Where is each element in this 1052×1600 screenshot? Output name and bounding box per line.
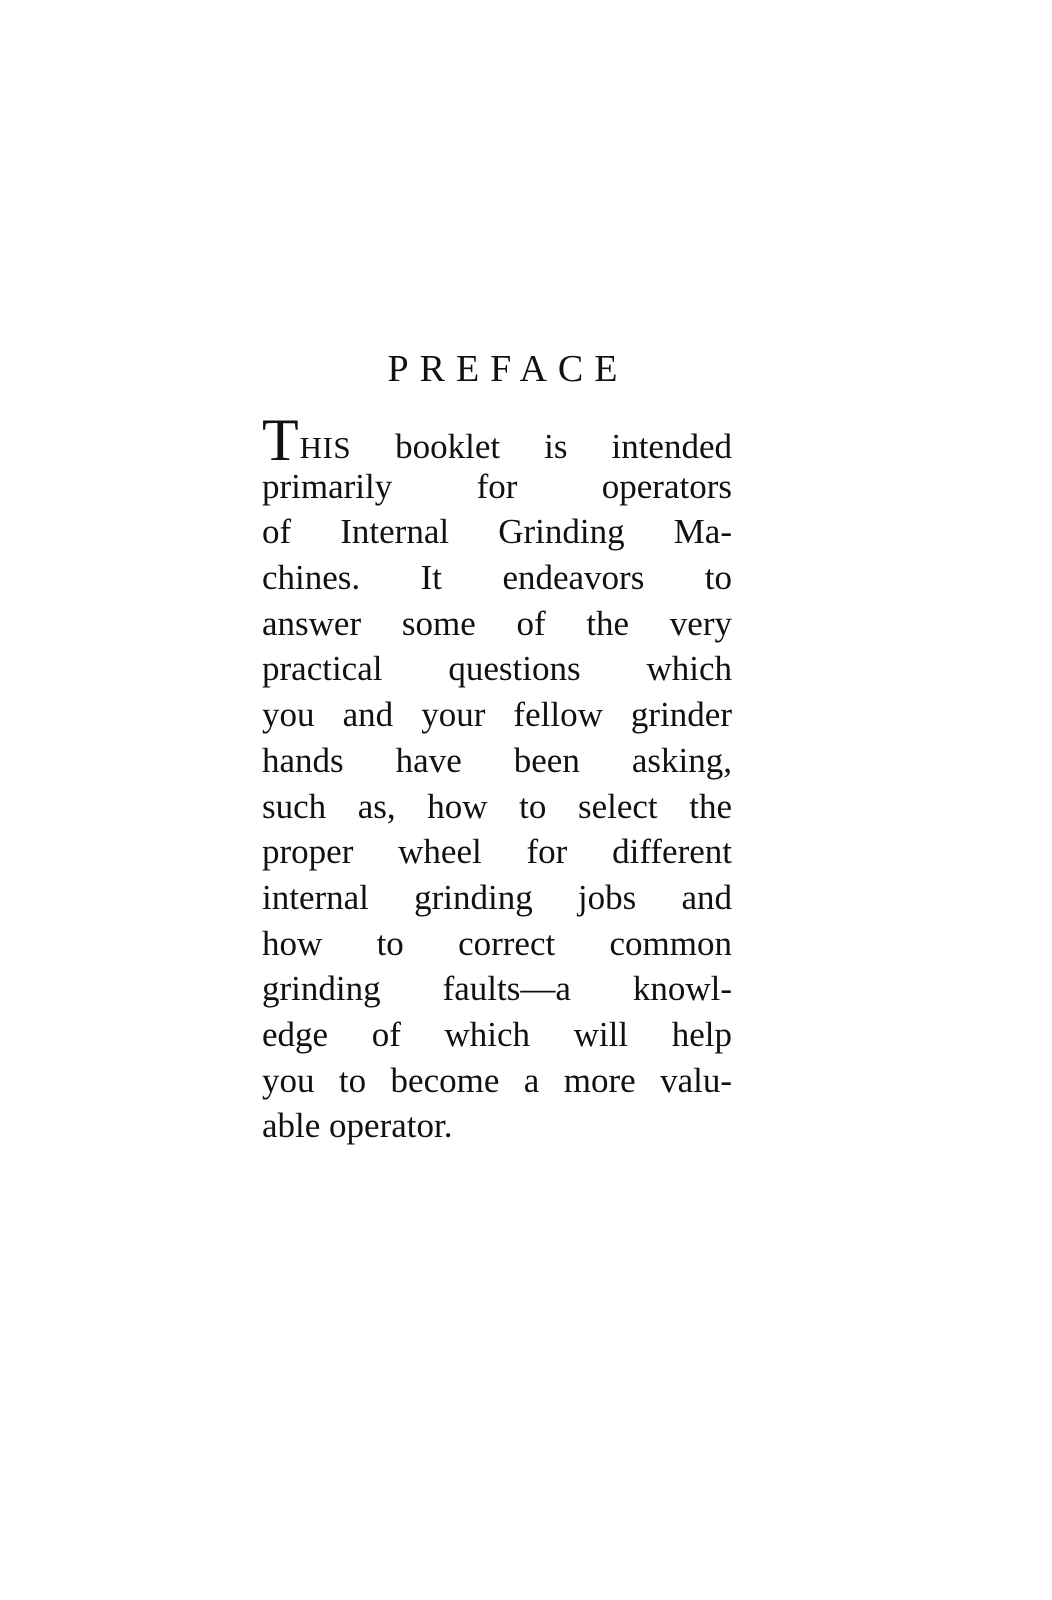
paragraph-line: edge of which will help [262, 1014, 732, 1054]
preface-paragraph [262, 407, 732, 1149]
drop-cap: T [262, 407, 299, 473]
paragraph-line: of Internal Grinding Ma- [262, 512, 732, 552]
first-word-small-caps: HIS [299, 430, 352, 465]
page-title: PREFACE [387, 348, 629, 390]
paragraph-line: able operator. [262, 1106, 453, 1146]
paragraph-line: answer some of the very [262, 603, 732, 643]
paragraph-line: practical questions which [262, 649, 732, 689]
paragraph-line [262, 407, 732, 473]
paragraph-line: hands have been asking, [262, 740, 732, 780]
paragraph-line: how to correct common [262, 923, 732, 963]
paragraph-line: such as, how to select the [262, 786, 732, 826]
paragraph-line: grinding faults—a knowl- [262, 969, 732, 1009]
line-text: booklet is intended [351, 427, 732, 466]
paragraph-line: you and your fellow grinder [262, 695, 732, 735]
paragraph-line: chines. It endeavors to [262, 558, 732, 598]
paragraph-line: proper wheel for different [262, 832, 732, 872]
paragraph-line: internal grinding jobs and [262, 877, 732, 917]
paragraph-line: primarily for operators [262, 466, 732, 506]
paragraph-line: you to become a more valu- [262, 1060, 732, 1100]
